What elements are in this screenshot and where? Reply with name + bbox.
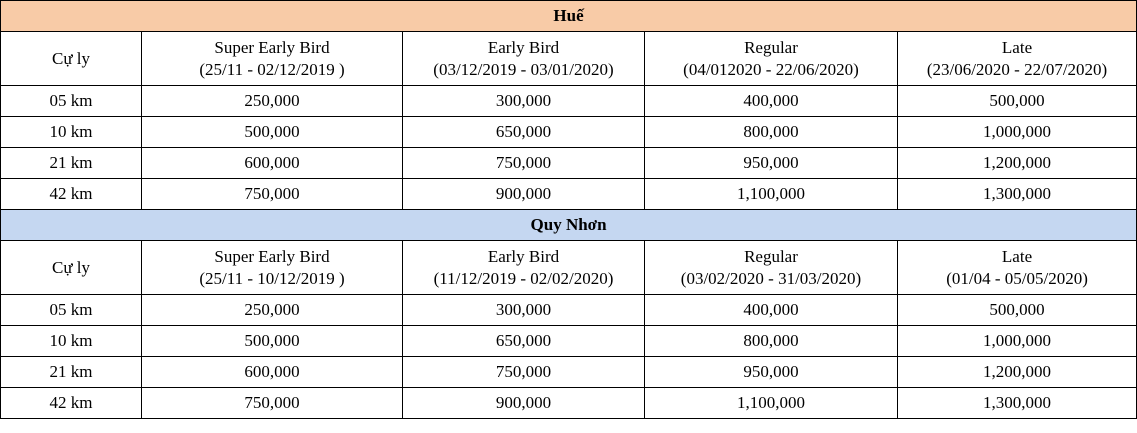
table-row	[1, 326, 1137, 357]
price-cell: 650,000	[403, 326, 645, 357]
price-cell: 750,000	[403, 148, 645, 179]
distance-cell: 21 km	[1, 148, 142, 179]
tier-name: Regular	[744, 37, 798, 57]
price-cell: 1,200,000	[898, 148, 1137, 179]
distance-cell: 05 km	[1, 295, 142, 326]
tier-name: Super Early Bird	[214, 37, 330, 57]
tier-header-late	[898, 241, 1137, 295]
column-header-row-hue	[1, 32, 1137, 86]
tier-name: Early Bird	[487, 246, 560, 266]
city-name-quy-nhon: Quy Nhơn	[1, 210, 1137, 241]
tier-period: (23/06/2020 - 22/07/2020)	[926, 59, 1108, 79]
price-cell: 500,000	[898, 86, 1137, 117]
price-cell: 1,200,000	[898, 357, 1137, 388]
city-name-hue: Huế	[1, 1, 1137, 32]
price-cell: 300,000	[403, 295, 645, 326]
price-cell: 750,000	[142, 179, 403, 210]
distance-cell: 42 km	[1, 179, 142, 210]
price-cell: 750,000	[403, 357, 645, 388]
table-row	[1, 117, 1137, 148]
table-row	[1, 357, 1137, 388]
price-cell: 250,000	[142, 295, 403, 326]
table-row	[1, 295, 1137, 326]
price-cell: 250,000	[142, 86, 403, 117]
price-cell: 500,000	[142, 326, 403, 357]
price-cell: 600,000	[142, 357, 403, 388]
tier-name: Super Early Bird	[214, 246, 330, 266]
tier-header-super-early-bird	[142, 32, 403, 86]
price-cell: 900,000	[403, 388, 645, 419]
distance-column-header: Cự ly	[1, 241, 142, 295]
table-row	[1, 86, 1137, 117]
price-cell: 750,000	[142, 388, 403, 419]
price-cell: 1,000,000	[898, 326, 1137, 357]
price-cell: 950,000	[645, 148, 898, 179]
price-cell: 300,000	[403, 86, 645, 117]
distance-column-header: Cự ly	[1, 32, 142, 86]
tier-name: Early Bird	[487, 37, 560, 57]
price-cell: 600,000	[142, 148, 403, 179]
table-row	[1, 179, 1137, 210]
distance-cell: 42 km	[1, 388, 142, 419]
distance-cell: 10 km	[1, 326, 142, 357]
price-cell: 1,000,000	[898, 117, 1137, 148]
tier-name: Late	[1001, 37, 1033, 57]
price-cell: 800,000	[645, 117, 898, 148]
tier-name: Late	[1001, 246, 1033, 266]
tier-header-regular	[645, 241, 898, 295]
price-cell: 400,000	[645, 295, 898, 326]
price-cell: 400,000	[645, 86, 898, 117]
price-cell: 500,000	[142, 117, 403, 148]
distance-cell: 10 km	[1, 117, 142, 148]
distance-cell: 21 km	[1, 357, 142, 388]
tier-header-early-bird	[403, 241, 645, 295]
price-cell: 1,100,000	[645, 388, 898, 419]
city-header-row-quy-nhon	[1, 210, 1137, 241]
tier-header-early-bird	[403, 32, 645, 86]
price-cell: 1,100,000	[645, 179, 898, 210]
price-cell: 1,300,000	[898, 179, 1137, 210]
tier-header-late	[898, 32, 1137, 86]
column-header-row-quy-nhon	[1, 241, 1137, 295]
price-cell: 650,000	[403, 117, 645, 148]
city-header-row-hue	[1, 1, 1137, 32]
tier-period: (03/02/2020 - 31/03/2020)	[680, 268, 862, 288]
distance-cell: 05 km	[1, 86, 142, 117]
tier-period: (04/012020 - 22/06/2020)	[683, 59, 859, 79]
table-row	[1, 148, 1137, 179]
table-row	[1, 388, 1137, 419]
tier-name: Regular	[744, 246, 798, 266]
tier-period: (11/12/2019 - 02/02/2020)	[433, 268, 614, 288]
price-cell: 1,300,000	[898, 388, 1137, 419]
price-cell: 900,000	[403, 179, 645, 210]
price-cell: 950,000	[645, 357, 898, 388]
tier-header-super-early-bird	[142, 241, 403, 295]
price-cell: 800,000	[645, 326, 898, 357]
tier-period: (25/11 - 02/12/2019 )	[199, 59, 345, 79]
tier-period: (25/11 - 10/12/2019 )	[199, 268, 345, 288]
tier-header-regular	[645, 32, 898, 86]
price-cell: 500,000	[898, 295, 1137, 326]
tier-period: (03/12/2019 - 03/01/2020)	[433, 59, 614, 79]
tier-period: (01/04 - 05/05/2020)	[946, 268, 1088, 288]
